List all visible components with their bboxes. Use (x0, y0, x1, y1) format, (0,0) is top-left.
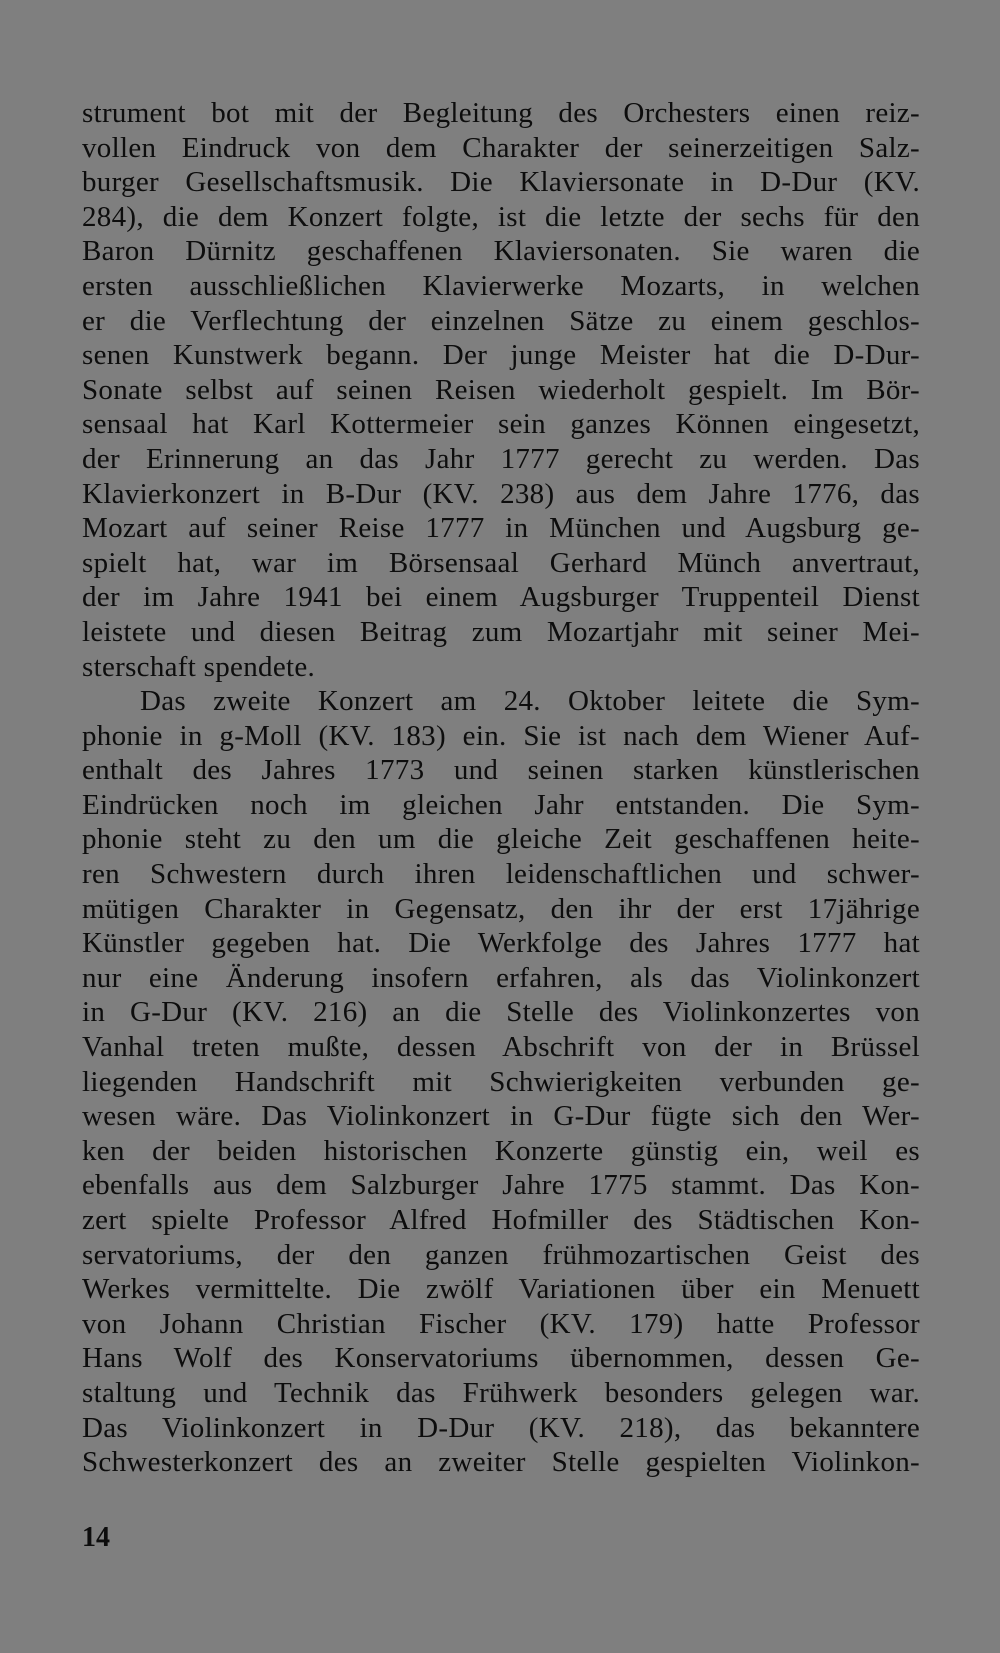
paragraph-2 (82, 684, 920, 1480)
text-line: Klavierkonzert in B-Dur (KV. 238) aus dem Jahre 1776, das (82, 477, 920, 510)
text-line: Schwesterkonzert des an zweiter Stelle gespielten Violinkon- (82, 1446, 920, 1479)
text-line: von Johann Christian Fischer (KV. 179) hatte Professor (82, 1307, 920, 1340)
text-line: enthalt des Jahres 1773 und seinen starken künstlerischen (82, 754, 920, 787)
text-line: der Erinnerung an das Jahr 1777 gerecht zu werden. Das (82, 442, 920, 475)
text-line: Künstler gegeben hat. Die Werkfolge des Jahres 1777 hat (82, 927, 920, 960)
text-line: Werkes vermittelte. Die zwölf Variationen über ein Menuett (82, 1273, 920, 1306)
text-line: Sonate selbst auf seinen Reisen wiederholt gespielt. Im Bör- (82, 373, 920, 406)
text-line: Eindrücken noch im gleichen Jahr entstanden. Die Sym- (82, 788, 920, 821)
text-line: senen Kunstwerk begann. Der junge Meister hat die D-Dur- (82, 339, 920, 372)
text-line: spielt hat, war im Börsensaal Gerhard Münch anvertraut, (82, 546, 920, 579)
text-line: strument bot mit der Begleitung des Orchesters einen reiz- (82, 97, 920, 129)
text-line: Hans Wolf des Konservatoriums übernommen, dessen Ge- (82, 1342, 920, 1375)
text-line: Das Violinkonzert in D-Dur (KV. 218), das bekanntere (82, 1411, 920, 1444)
text-line: Mozart auf seiner Reise 1777 in München und Augsburg ge- (82, 512, 920, 545)
text-line: zert spielte Professor Alfred Hofmiller des Städtischen Kon- (82, 1204, 920, 1236)
text-line: Vanhal treten mußte, dessen Abschrift von der in Brüssel (82, 1031, 920, 1064)
text-line: sensaal hat Karl Kottermeier sein ganzes Können eingesetzt, (82, 408, 920, 441)
text-line: phonie steht zu den um die gleiche Zeit geschaffenen heite- (82, 823, 920, 856)
text-line: ken der beiden historischen Konzerte günstig ein, weil es (82, 1134, 920, 1167)
text-line: nur eine Änderung insofern erfahren, als das Violinkonzert (82, 961, 920, 994)
text-line: wesen wäre. Das Violinkonzert in G-Dur fügte sich den Wer- (82, 1100, 920, 1133)
text-line: Baron Dürnitz geschaffenen Klaviersonaten. Sie waren die (82, 235, 920, 268)
text-line: 284), die dem Konzert folgte, ist die letzte der sechs für den (82, 200, 920, 233)
page-number: 14 (82, 1522, 110, 1553)
text-line: ersten ausschließlichen Klavierwerke Mozarts, in welchen (82, 269, 920, 302)
text-line: vollen Eindruck von dem Charakter der seinerzeitigen Salz- (82, 131, 920, 164)
text-line: leistete und diesen Beitrag zum Mozartjahr mit seiner Mei- (82, 615, 920, 648)
text-line: liegenden Handschrift mit Schwierigkeiten verbunden ge- (82, 1065, 920, 1098)
text-line: mütigen Charakter in Gegensatz, den ihr der erst 17jährige (82, 892, 920, 925)
body-text (82, 96, 920, 1480)
text-line: servatoriums, der den ganzen frühmozartischen Geist des (82, 1238, 920, 1271)
text-line: der im Jahre 1941 bei einem Augsburger Truppenteil Dienst (82, 581, 920, 614)
text-line: er die Verflechtung der einzelnen Sätze zu einem geschlos- (82, 304, 920, 337)
text-line: Das zweite Konzert am 24. Oktober leitete die Sym- (140, 685, 920, 718)
text-line: ebenfalls aus dem Salzburger Jahre 1775 stammt. Das Kon- (82, 1169, 920, 1202)
text-line: burger Gesellschaftsmusik. Die Klaviersonate in D-Dur (KV. (82, 166, 920, 199)
paragraph-1 (82, 96, 920, 684)
text-line: sterschaft spendete. (82, 650, 316, 683)
text-line: staltung und Technik das Frühwerk besonders gelegen war. (82, 1376, 920, 1409)
text-line: ren Schwestern durch ihren leidenschaftlichen und schwer- (82, 858, 920, 891)
text-line: in G-Dur (KV. 216) an die Stelle des Violinkonzertes von (82, 996, 920, 1029)
text-line: phonie in g-Moll (KV. 183) ein. Sie ist nach dem Wiener Auf- (82, 719, 920, 752)
